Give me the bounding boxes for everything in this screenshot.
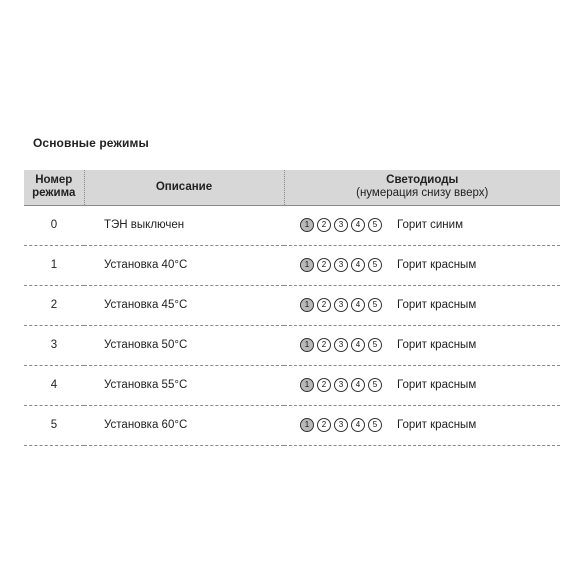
led-2-icon: 2 (317, 218, 331, 232)
mode-description: Установка 45°C (84, 285, 284, 325)
table-row (24, 325, 560, 365)
led-4-icon: 4 (351, 338, 365, 352)
led-4-icon: 4 (351, 298, 365, 312)
led-2-icon: 2 (317, 338, 331, 352)
led-status: Горит красным (397, 379, 477, 391)
led-3-icon: 3 (334, 298, 348, 312)
led-indicators (284, 205, 560, 245)
header-description: Описание (84, 170, 284, 205)
led-1-icon: 1 (300, 298, 314, 312)
led-status: Горит синим (397, 219, 463, 231)
led-status: Горит красным (397, 259, 477, 271)
table-row (24, 245, 560, 285)
table-header-row (24, 170, 560, 205)
led-4-icon: 4 (351, 418, 365, 432)
led-5-icon: 5 (368, 418, 382, 432)
header-leds-line1: Светодиоды (386, 174, 459, 187)
led-2-icon: 2 (317, 298, 331, 312)
header-mode-number (24, 170, 84, 205)
mode-description: Установка 55°C (84, 365, 284, 405)
table-row (24, 205, 560, 245)
led-2-icon: 2 (317, 418, 331, 432)
mode-number: 5 (24, 405, 84, 445)
led-status: Горит красным (397, 419, 477, 431)
led-5-icon: 5 (368, 218, 382, 232)
mode-number: 1 (24, 245, 84, 285)
header-leds (284, 170, 560, 205)
led-4-icon: 4 (351, 218, 365, 232)
mode-number: 4 (24, 365, 84, 405)
table-row (24, 365, 560, 405)
header-mode-line2: режима (32, 187, 76, 200)
led-3-icon: 3 (334, 338, 348, 352)
mode-description: Установка 60°C (84, 405, 284, 445)
led-1-icon: 1 (300, 338, 314, 352)
mode-number: 3 (24, 325, 84, 365)
led-4-icon: 4 (351, 378, 365, 392)
led-indicators (284, 405, 560, 445)
led-1-icon: 1 (300, 218, 314, 232)
led-3-icon: 3 (334, 218, 348, 232)
modes-table (24, 170, 560, 446)
led-indicators (284, 325, 560, 365)
led-status: Горит красным (397, 299, 477, 311)
led-1-icon: 1 (300, 258, 314, 272)
mode-description: Установка 40°C (84, 245, 284, 285)
led-3-icon: 3 (334, 418, 348, 432)
led-indicators (284, 245, 560, 285)
led-5-icon: 5 (368, 298, 382, 312)
table-row (24, 285, 560, 325)
led-5-icon: 5 (368, 258, 382, 272)
led-5-icon: 5 (368, 378, 382, 392)
led-indicators (284, 365, 560, 405)
section-title: Основные режимы (33, 136, 149, 150)
mode-number: 0 (24, 205, 84, 245)
led-2-icon: 2 (317, 258, 331, 272)
mode-description: Установка 50°C (84, 325, 284, 365)
led-1-icon: 1 (300, 378, 314, 392)
led-3-icon: 3 (334, 378, 348, 392)
led-2-icon: 2 (317, 378, 331, 392)
header-leds-line2: (нумерация снизу вверх) (356, 187, 489, 200)
table-row (24, 405, 560, 445)
led-4-icon: 4 (351, 258, 365, 272)
header-mode-line1: Номер (35, 174, 73, 187)
led-3-icon: 3 (334, 258, 348, 272)
mode-number: 2 (24, 285, 84, 325)
led-5-icon: 5 (368, 338, 382, 352)
mode-description: ТЭН выключен (84, 205, 284, 245)
led-status: Горит красным (397, 339, 477, 351)
led-indicators (284, 285, 560, 325)
led-1-icon: 1 (300, 418, 314, 432)
